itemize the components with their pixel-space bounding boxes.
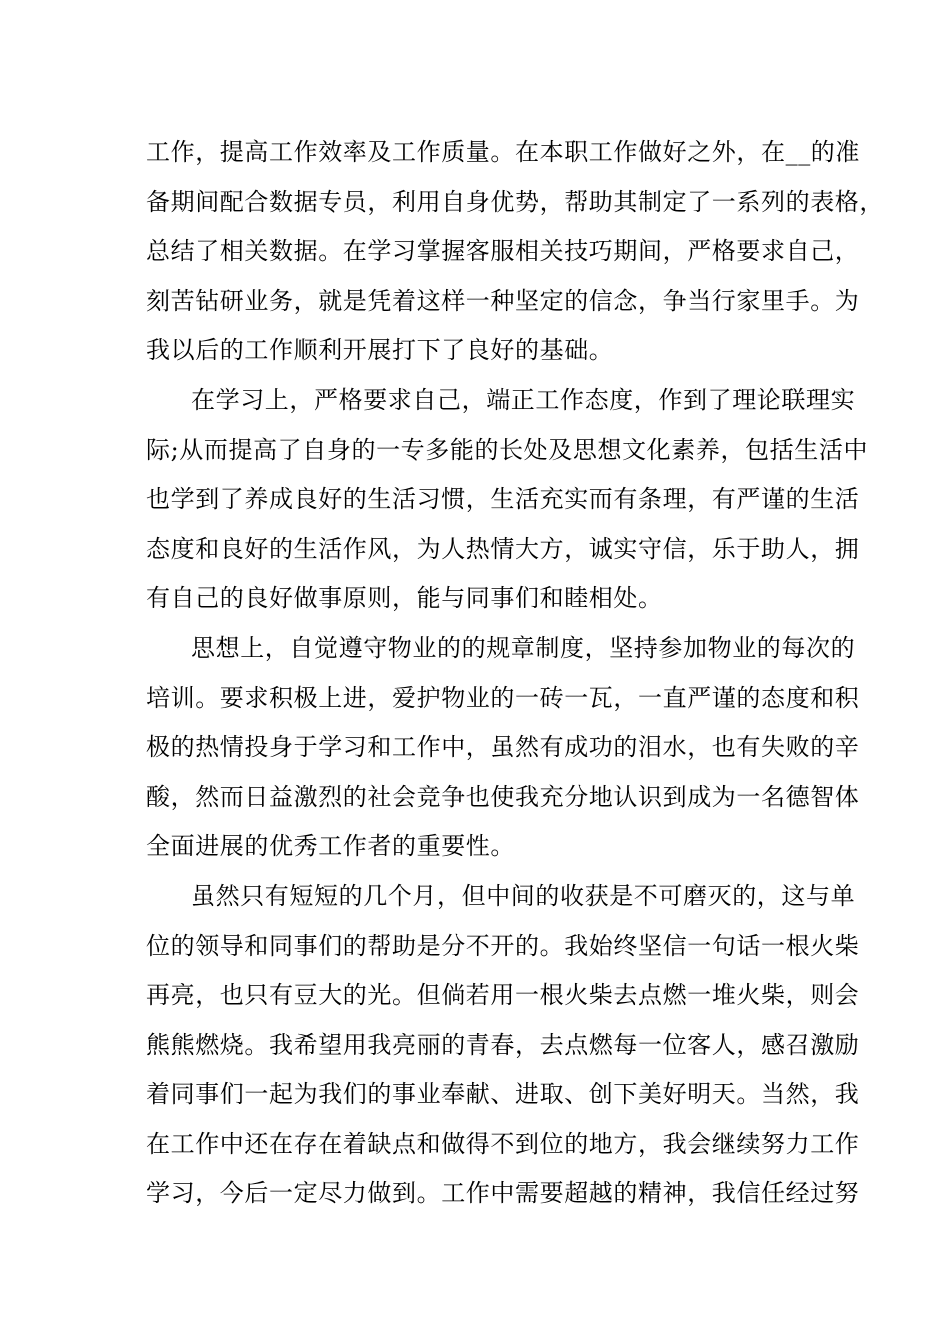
document-body: [146, 128, 884, 1219]
text-line: 也学到了养成良好的生活习惯，生活充实而有条理，有严谨的生活: [146, 485, 860, 514]
text-line: 总结了相关数据。在学习掌握客服相关技巧期间，严格要求自己，: [146, 237, 860, 266]
text-line: 备期间配合数据专员，利用自身优势，帮助其制定了一系列的表格，: [146, 187, 884, 216]
text-line: 位的领导和同事们的帮助是分不开的。我始终坚信一句话一根火柴: [146, 931, 860, 960]
text-line: 再亮，也只有豆大的光。但倘若用一根火柴去点燃一堆火柴，则会: [146, 981, 860, 1010]
text-line: 刻苦钻研业务，就是凭着这样一种坚定的信念，争当行家里手。为: [146, 286, 860, 315]
text-line: 着同事们一起为我们的事业奉献、进取、创下美好明天。当然，我: [146, 1080, 860, 1109]
text-line: 我以后的工作顺利开展打下了良好的基础。: [146, 336, 614, 365]
text-line: 在工作中还在存在着缺点和做得不到位的地方，我会继续努力工作: [146, 1129, 860, 1158]
paragraph-first-line: 虽然只有短短的几个月，但中间的收获是不可磨灭的，这与单: [191, 881, 856, 910]
text-line: 熊熊燃烧。我希望用我亮丽的青春，去点燃每一位客人，感召激励: [146, 1030, 860, 1059]
text-line: 全面进展的优秀工作者的重要性。: [146, 832, 515, 861]
text-line: 态度和良好的生活作风，为人热情大方，诚实守信，乐于助人，拥: [146, 534, 860, 563]
text-line: 酸，然而日益激烈的社会竞争也使我充分地认识到成为一名德智体: [146, 782, 860, 811]
text-line: 培训。要求积极上进，爱护物业的一砖一瓦，一直严谨的态度和积: [146, 683, 860, 712]
paragraph-first-line: 思想上，自觉遵守物业的的规章制度，坚持参加物业的每次的: [191, 633, 856, 662]
text-line: 际;从而提高了自身的一专多能的长处及思想文化素养，包括生活中: [146, 435, 869, 464]
text-line: 极的热情投身于学习和工作中，虽然有成功的泪水，也有失败的辛: [146, 733, 860, 762]
paragraph-first-line: 在学习上，严格要求自己，端正工作态度，作到了理论联理实: [191, 385, 856, 414]
text-line: 工作，提高工作效率及工作质量。在本职工作做好之外，在__的准: [146, 138, 860, 166]
text-line: 学习，今后一定尽力做到。工作中需要超越的精神，我信任经过努: [146, 1179, 860, 1208]
text-line: 有自己的良好做事原则，能与同事们和睦相处。: [146, 584, 663, 613]
